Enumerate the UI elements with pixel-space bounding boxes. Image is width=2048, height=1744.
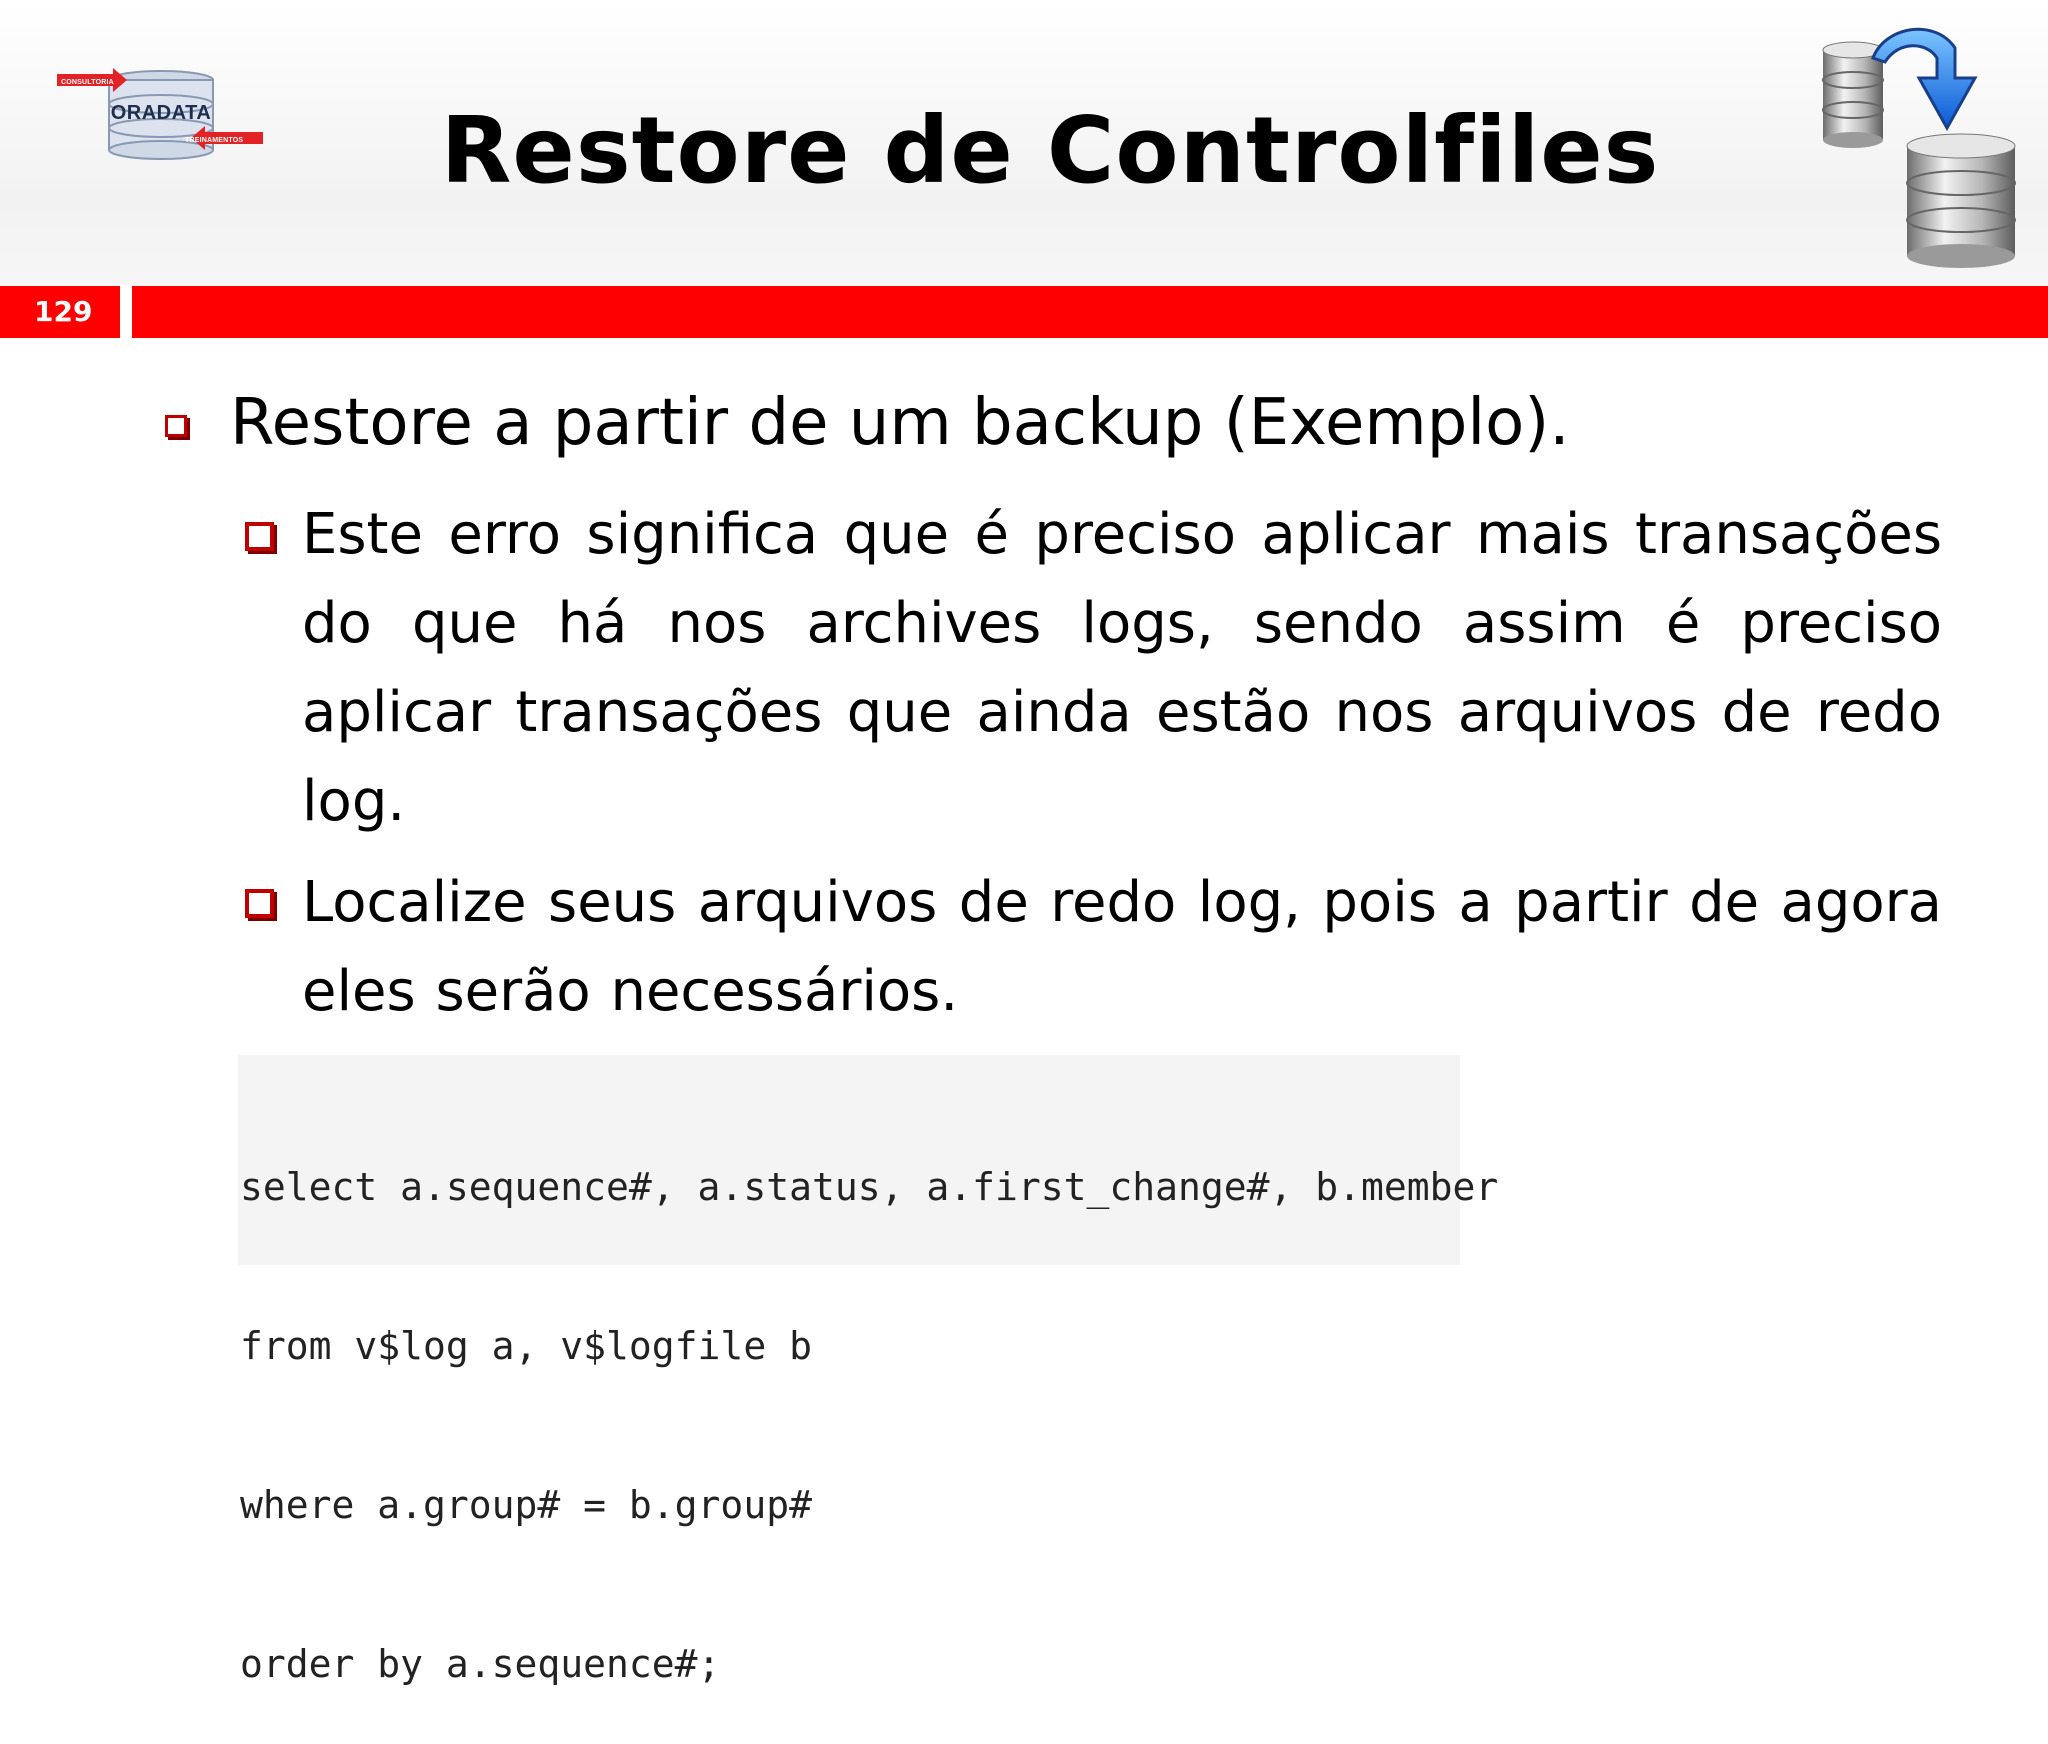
- logo-tag-consultoria: CONSULTORIA: [61, 79, 114, 86]
- bullet-square-icon: [245, 889, 274, 918]
- code-line: from v$log a, v$logfile b: [240, 1324, 812, 1368]
- code-line: select a.sequence#, a.status, a.first_change#, b.member: [240, 1165, 1499, 1209]
- header-divider-bar: [132, 286, 2048, 338]
- sub-bullet-text-1: Este erro significa que é preciso aplicar mais transações do que há nos archives logs, sendo assim é preciso aplicar transações que ainda estão nos arquivos de redo log.: [302, 502, 1942, 834]
- bullet-square-icon: [245, 522, 274, 551]
- slide-title: Restore de Controlfiles: [440, 97, 1660, 204]
- target-database-stack: [1907, 134, 2015, 268]
- logo-wordmark: ORADATA: [110, 102, 212, 124]
- sql-code-block: [238, 1055, 1499, 1686]
- code-line: where a.group# = b.group#: [240, 1483, 812, 1527]
- bullet-square-icon: [165, 415, 187, 437]
- database-restore-icon: [1815, 18, 2027, 268]
- restore-arrow: [1873, 29, 1975, 128]
- logo-tag-treinamentos: TREINAMENTOS: [185, 137, 244, 144]
- slide-number: 129: [0, 286, 120, 338]
- main-bullet-text: Restore a partir de um backup (Exemplo).: [230, 386, 1570, 460]
- code-line: order by a.sequence#;: [240, 1642, 721, 1686]
- sub-bullet-text-2: Localize seus arquivos de redo log, pois a partir de agora eles serão necessários.: [302, 870, 1942, 1024]
